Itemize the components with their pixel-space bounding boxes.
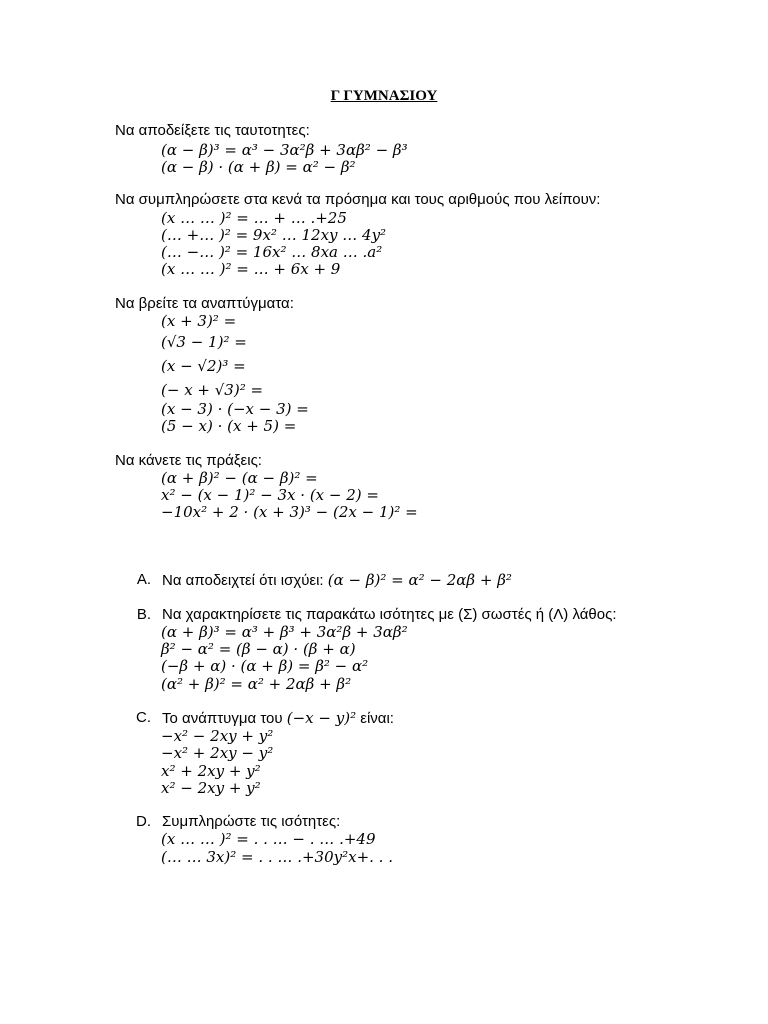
math-expression: x² − (x − 1)² − 3x · (x − 2) =: [161, 486, 379, 504]
part-letter: C.: [136, 709, 151, 726]
section4-heading: Να κάνετε τις πράξεις:: [115, 452, 262, 469]
page-title: Γ ΓΥΜΝΑΣΙΟΥ: [330, 88, 438, 104]
part-b-heading: Να χαρακτηρίσετε τις παρακάτω ισότητες με (Σ) σωστές ή (Λ) λάθος:: [162, 606, 617, 623]
math-expression: x² − 2xy + y²: [161, 779, 261, 797]
math-expression: −10x² + 2 · (x + 3)³ − (2x − 1)² =: [161, 503, 418, 521]
math-expression: (… +… )² = 9x² … 12xy … 4y²: [161, 226, 387, 244]
math-expression: −x² − 2xy + y²: [161, 727, 274, 745]
part-letter: B.: [136, 606, 151, 623]
part-d-heading: Συμπληρώστε τις ισότητες:: [162, 813, 341, 830]
math-expression: (5 − x) · (x + 5) =: [161, 417, 297, 435]
part-a-heading: [162, 571, 512, 589]
math-expression: (−x − y)²: [286, 709, 357, 727]
section3-heading: Να βρείτε τα αναπτύγματα:: [115, 295, 294, 312]
math-expression: −x² + 2xy − y²: [161, 744, 274, 762]
section1-heading: Να αποδείξετε τις ταυτοτητες:: [115, 122, 310, 139]
math-expression: β² − α² = (β − α) · (β + α): [161, 640, 356, 658]
math-expression: (x … … )² = … + 6x + 9: [161, 260, 341, 278]
part-letter: A.: [136, 571, 151, 588]
math-expression: (x − √2)³ =: [161, 357, 246, 375]
math-expression: (x + 3)² =: [161, 312, 237, 330]
math-expression: (α + β)³ = α³ + β³ + 3α²β + 3αβ²: [161, 623, 408, 641]
part-c-text-end: είναι:: [356, 710, 394, 727]
section2-heading: Να συμπληρώσετε στα κενά τα πρόσημα και τους αριθμούς που λείπουν:: [115, 191, 601, 208]
part-letter: D.: [136, 813, 151, 830]
math-expression: (√3 − 1)² =: [161, 333, 247, 351]
part-c-text: Το ανάπτυγμα του: [162, 710, 287, 727]
math-expression: (α − β)³ = α³ − 3α²β + 3αβ² − β³: [161, 141, 408, 159]
math-expression: (… … 3x)² = . . … .+30y²x+. . .: [161, 848, 393, 866]
math-expression: (α − β)² = α² − 2αβ + β²: [327, 571, 512, 589]
part-a-text: Να αποδειχτεί ότι ισχύει:: [162, 572, 328, 589]
math-expression: (α + β)² − (α − β)² =: [161, 469, 318, 487]
math-expression: (x … … )² = . . … − . … .+49: [161, 830, 376, 848]
math-expression: (… −… )² = 16x² … 8xa … .a²: [161, 243, 383, 261]
math-expression: (x … … )² = … + … .+25: [161, 209, 347, 227]
math-expression: (α² + β)² = α² + 2αβ + β²: [161, 675, 352, 693]
math-expression: (x − 3) · (−x − 3) =: [161, 400, 309, 418]
part-c-heading: [162, 709, 394, 727]
math-expression: (α − β) · (α + β) = α² − β²: [161, 158, 356, 176]
math-expression: (− x + √3)² =: [161, 381, 264, 399]
math-expression: (−β + α) · (α + β) = β² − α²: [161, 657, 369, 675]
math-expression: x² + 2xy + y²: [161, 762, 261, 780]
